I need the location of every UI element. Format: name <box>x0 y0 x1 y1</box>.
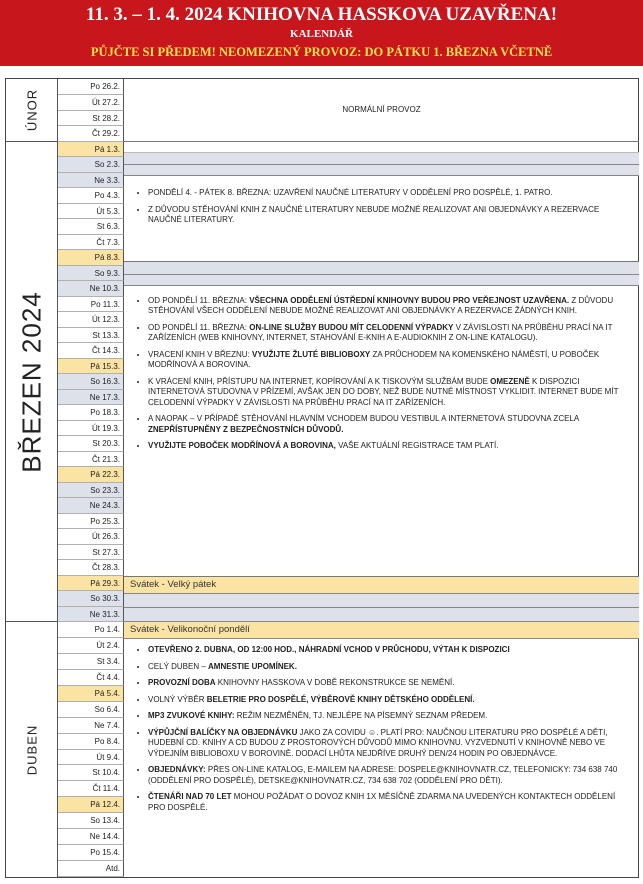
list-item-bold: VYUŽIJTE POBOČEK MODŘÍNOVÁ A BOROVINA, <box>148 441 336 450</box>
list-item <box>148 711 629 722</box>
day-cell: So 23.3. <box>58 483 124 498</box>
day-cell: Čt 4.4. <box>58 670 124 686</box>
day-cell: Po 18.3. <box>58 405 124 420</box>
list-item-pre: K VRÁCENÍ KNIH, PŘÍSTUPU NA INTERNET, KOPÍROVÁNÍ A K TISKOVÝM SLUŽBÁM BUDE <box>148 376 491 386</box>
list-item-pre: VRACENÍ KNIH V BŘEZNU: <box>148 349 253 359</box>
day-cell: So 30.3. <box>58 591 124 606</box>
day-cell: Pá 8.3. <box>58 250 124 265</box>
page-subtitle: KALENDÁŘ <box>290 28 353 40</box>
list-item-pre: PONDĚLÍ 4. - PÁTEK 8. BŘEZNA: UZAVŘENÍ NAUČNÉ LITERATURY V ODDĚLENÍ PRO DOSPĚLÉ, 1. PATRO. <box>148 188 553 198</box>
day-cell: So 16.3. <box>58 374 124 389</box>
day-cell: Čt 14.3. <box>58 343 124 358</box>
list-item-post: REŽIM NEZMĚNĚN, TJ. NEJLÉPE NA PÍSEMNÝ SEZNAM PŘEDEM. <box>234 711 488 720</box>
day-cell: Po 26.2. <box>58 79 124 95</box>
list-item-bold: AMNESTIE UPOMÍNEK. <box>208 661 297 671</box>
day-cell: Po 15.4. <box>58 845 124 861</box>
list-item <box>148 323 629 344</box>
day-cell: Atd. <box>58 861 124 877</box>
list-item-bold: VŠECHNA ODDĚLENÍ ÚSTŘEDNÍ KNIHOVNY BUDOU PRO VEŘEJNOST UZAVŘENA. <box>249 295 570 305</box>
notice-text: PŮJČTE SI PŘEDEM! NEOMEZENÝ PROVOZ: DO PÁTKU 1. BŘEZNA VČETNĚ <box>90 45 553 59</box>
day-cell: So 6.4. <box>58 702 124 718</box>
calendar-table <box>5 78 639 878</box>
day-cell: Čt 11.4. <box>58 781 124 797</box>
list-item-bold: ON-LINE SLUŽBY BUDOU MÍT CELODENNÍ VÝPADKY <box>249 322 454 332</box>
day-cell: Po 25.3. <box>58 514 124 529</box>
list-item-post: KNIHOVNY HASSKOVA V DOBĚ REKONSTRUKCE SE NEMĚNÍ. <box>215 678 455 687</box>
closure-panel <box>124 287 639 577</box>
day-cell: Ne 7.4. <box>58 718 124 734</box>
list-item-bold: OBJEDNÁVKY: <box>148 765 206 774</box>
month-label-duben: DUBEN <box>6 622 58 877</box>
day-cell: Pá 1.3. <box>58 142 124 157</box>
list-item-pre: A NAOPAK – V PŘÍPADĚ STĚHOVÁNÍ HLAVNÍM VCHODEM BUDOU VESTIBUL A INTERNETOVÁ STUDOVNA ZCELA <box>148 414 579 423</box>
list-item-pre: VOLNÝ VÝBĚR <box>148 694 207 704</box>
day-cell: Po 11.3. <box>58 297 124 312</box>
day-cell: So 2.3. <box>58 157 124 172</box>
day-cell: Ne 10.3. <box>58 281 124 296</box>
list-item-pre: Z DŮVODU STĚHOVÁNÍ KNIH Z NAUČNÉ LITERATURY NEBUDE MOŽNÉ REALIZOVAT ANI OBJEDNÁVKY A REZERVACE NAUČNÉ LITERATURY. <box>148 204 600 225</box>
list-item-bold: OMEZENĚ <box>490 376 530 386</box>
band-weekend-10-3 <box>124 275 639 286</box>
list-item-bold: PROVOZNÍ DOBA <box>148 678 216 687</box>
week1-list <box>124 188 639 226</box>
month-label-unor: ÚNOR <box>6 79 58 142</box>
header-banner <box>0 0 643 66</box>
list-item-bold: MP3 ZVUKOVÉ KNIHY: <box>148 711 235 720</box>
day-cell: Po 1.4. <box>58 622 124 638</box>
list-item-pre: CELÝ DUBEN – <box>148 661 209 671</box>
day-cell: St 28.2. <box>58 111 124 127</box>
day-cell: Po 8.4. <box>58 734 124 750</box>
april-list <box>124 645 639 813</box>
list-item <box>148 377 629 409</box>
day-cell: St 13.3. <box>58 328 124 343</box>
day-cell: Út 27.2. <box>58 95 124 111</box>
list-item-bold: VÝPŮJČNÍ BALÍČKY NA OBJEDNÁVKU <box>148 727 298 737</box>
list-item <box>148 765 629 786</box>
band-fri-1-3 <box>124 142 639 153</box>
list-item-bold: ČTENÁŘI NAD 70 LET <box>148 792 232 801</box>
day-cell: St 6.3. <box>58 219 124 234</box>
list-item-post: K DISPOZICI INTERNETOVÁ STUDOVNA V PŘÍZEMÍ, AVŠAK JEN DO DOBY, NEŽ BUDE NUTNÉ MÍSTNOST VYKLIDIT. INTERNET BUDE MÍT CELODENNÍ VÝPADKY V ZÁVISLOSTI NA PRŮBĚHU PRACÍ NA IT ZAŘÍZENÍCH. <box>148 376 619 407</box>
week1-panel <box>124 176 639 261</box>
day-cell: Pá 22.3. <box>58 467 124 482</box>
day-cell: St 10.4. <box>58 765 124 781</box>
band-weekend-2-3 <box>124 153 639 164</box>
list-item-post: VAŠE AKTUÁLNÍ REGISTRACE TAM PLATÍ. <box>335 441 499 450</box>
page-title: 11. 3. – 1. 4. 2024 KNIHOVNA HASSKOVA UZAVŘENA! <box>85 4 558 25</box>
day-cell: Po 4.3. <box>58 188 124 203</box>
list-item-bold: OTEVŘENO 2. DUBNA, OD 12:00 HOD., NÁHRADNÍ VCHOD V PRŮCHODU, VÝTAH K DISPOZICI <box>148 645 510 654</box>
day-cell: Ne 17.3. <box>58 390 124 405</box>
list-item-bold: ZNEPŘÍSTUPNĚNY Z BEZPEČNOSTNÍCH DŮVODŮ. <box>148 424 344 434</box>
list-item-post: PŘES ON-LINE KATALOG, E-MAILEM NA ADRESE: DOSPELE@KNIHOVNATR.CZ, TELEFONICKY: 734 638 740 (ODDĚLENÍ PRO DOSPĚLÉ), DETSKE@KNIHOVNATR.CZ, 734 638 702 (ODDĚLENÍ PRO DĚTI). <box>148 765 618 785</box>
day-cell: Út 19.3. <box>58 421 124 436</box>
day-cell: Ne 24.3. <box>58 498 124 513</box>
day-cell: Čt 29.2. <box>58 126 124 142</box>
day-cell: Pá 12.4. <box>58 797 124 813</box>
day-cell: Út 12.3. <box>58 312 124 327</box>
list-item <box>148 662 629 673</box>
day-cell: Út 9.4. <box>58 750 124 766</box>
day-cell: Pá 29.3. <box>58 576 124 591</box>
day-cell: So 13.4. <box>58 813 124 829</box>
day-cell: Čt 28.3. <box>58 560 124 575</box>
day-cell: Ne 3.3. <box>58 173 124 188</box>
band-weekend-31-3 <box>124 608 639 623</box>
list-item-post: V ZÁVISLOSTI NA PRŮBĚHU PRACÍ NA IT ZAŘÍZENÍCH (WEB KNIHOVNY, INTERNET, STAHOVÁNÍ E-KNIH A E-AUDIOKNIH Z ON-LINE KATALOGU). <box>148 322 613 342</box>
list-item <box>148 645 629 656</box>
list-item <box>148 441 629 452</box>
month-label-brezen: BŘEZEN 2024 <box>6 142 58 622</box>
list-item-post: MOHOU POŽÁDAT O DOVOZ KNIH 1X MĚSÍČNĚ ZDARMA NA UVEDENÝCH KONTAKTECH ODDĚLENÍ PRO DOSPĚLÉ. <box>148 792 616 812</box>
list-item <box>148 695 629 706</box>
day-cell: Út 2.4. <box>58 638 124 654</box>
normal-provoz-panel <box>124 79 639 142</box>
day-cell: Út 5.3. <box>58 204 124 219</box>
list-item <box>148 792 629 813</box>
list-item <box>148 350 629 371</box>
list-item <box>148 678 629 689</box>
band-weekend-3-3 <box>124 165 639 176</box>
closure-list <box>124 296 639 452</box>
list-item <box>148 414 629 435</box>
list-item-post: Z DŮVODU STĚHOVÁNÍ VŠECH ODDĚLENÍ NEBUDE MOŽNÉ REALIZOVAT ANI OBJEDNÁVKY A REZERVACE ŽÁDNÝCH KNIH. <box>148 295 614 315</box>
list-item-bold: VYUŽIJTE ŽLUTÉ BIBLIOBOXY <box>252 349 371 359</box>
day-cell: Pá 5.4. <box>58 686 124 702</box>
holiday-good-friday: Svátek - Velký pátek <box>124 577 639 594</box>
day-cell: Ne 31.3. <box>58 607 124 622</box>
list-item <box>148 728 629 760</box>
normal-provoz-label: NORMÁLNÍ PROVOZ <box>342 104 421 114</box>
day-cell: St 27.3. <box>58 545 124 560</box>
day-cell: Čt 21.3. <box>58 452 124 467</box>
list-item-post: JAKO ZA COVIDU ☺. PLATÍ PRO: NAUČNOU LITERATURU PRO DOSPĚLÉ A DĚTI, HUDEBNÍ CD. KNIHY A CD BUDOU Z PROSTOROVÝCH DŮVODŮ MIMO KNIHOVNU. VYZVEDNUTÍ V KNIHOVNĚ NEBO VE VÝDEJNÍM BIBLIOBOXU V BOROVINĚ. DODACÍ LHŮTA NEJDŘÍVE DRUHÝ DEN/24 HODIN PO OBJEDNÁVCE. <box>148 727 608 758</box>
day-cell: Ne 14.4. <box>58 829 124 845</box>
band-weekend-30-3 <box>124 594 639 608</box>
day-cell: St 3.4. <box>58 654 124 670</box>
day-cell: Čt 7.3. <box>58 235 124 250</box>
day-cell: So 9.3. <box>58 266 124 281</box>
day-cell: Út 26.3. <box>58 529 124 544</box>
list-item-bold: BELETRIE PRO DOSPĚLÉ, VÝBĚROVĚ KNIHY DĚTSKÉHO ODDĚLENÍ. <box>206 694 475 704</box>
april-panel <box>124 639 639 877</box>
list-item-post: ZA PRŮCHODEM NA KOMENSKÉHO NÁMĚSTÍ, U POBOČEK MODŘÍNOVÁ A BOROVINA. <box>148 349 600 369</box>
list-item <box>148 205 629 226</box>
list-item <box>148 296 629 317</box>
day-cell: Pá 15.3. <box>58 359 124 374</box>
list-item-pre: OD PONDĚLÍ 11. BŘEZNA: <box>148 322 250 332</box>
list-item-pre: OD PONDĚLÍ 11. BŘEZNA: <box>148 295 250 305</box>
holiday-easter-monday: Svátek - Velikonoční pondělí <box>124 622 639 639</box>
list-item <box>148 188 629 199</box>
band-weekend-9-3 <box>124 262 639 276</box>
day-cell: St 20.3. <box>58 436 124 451</box>
